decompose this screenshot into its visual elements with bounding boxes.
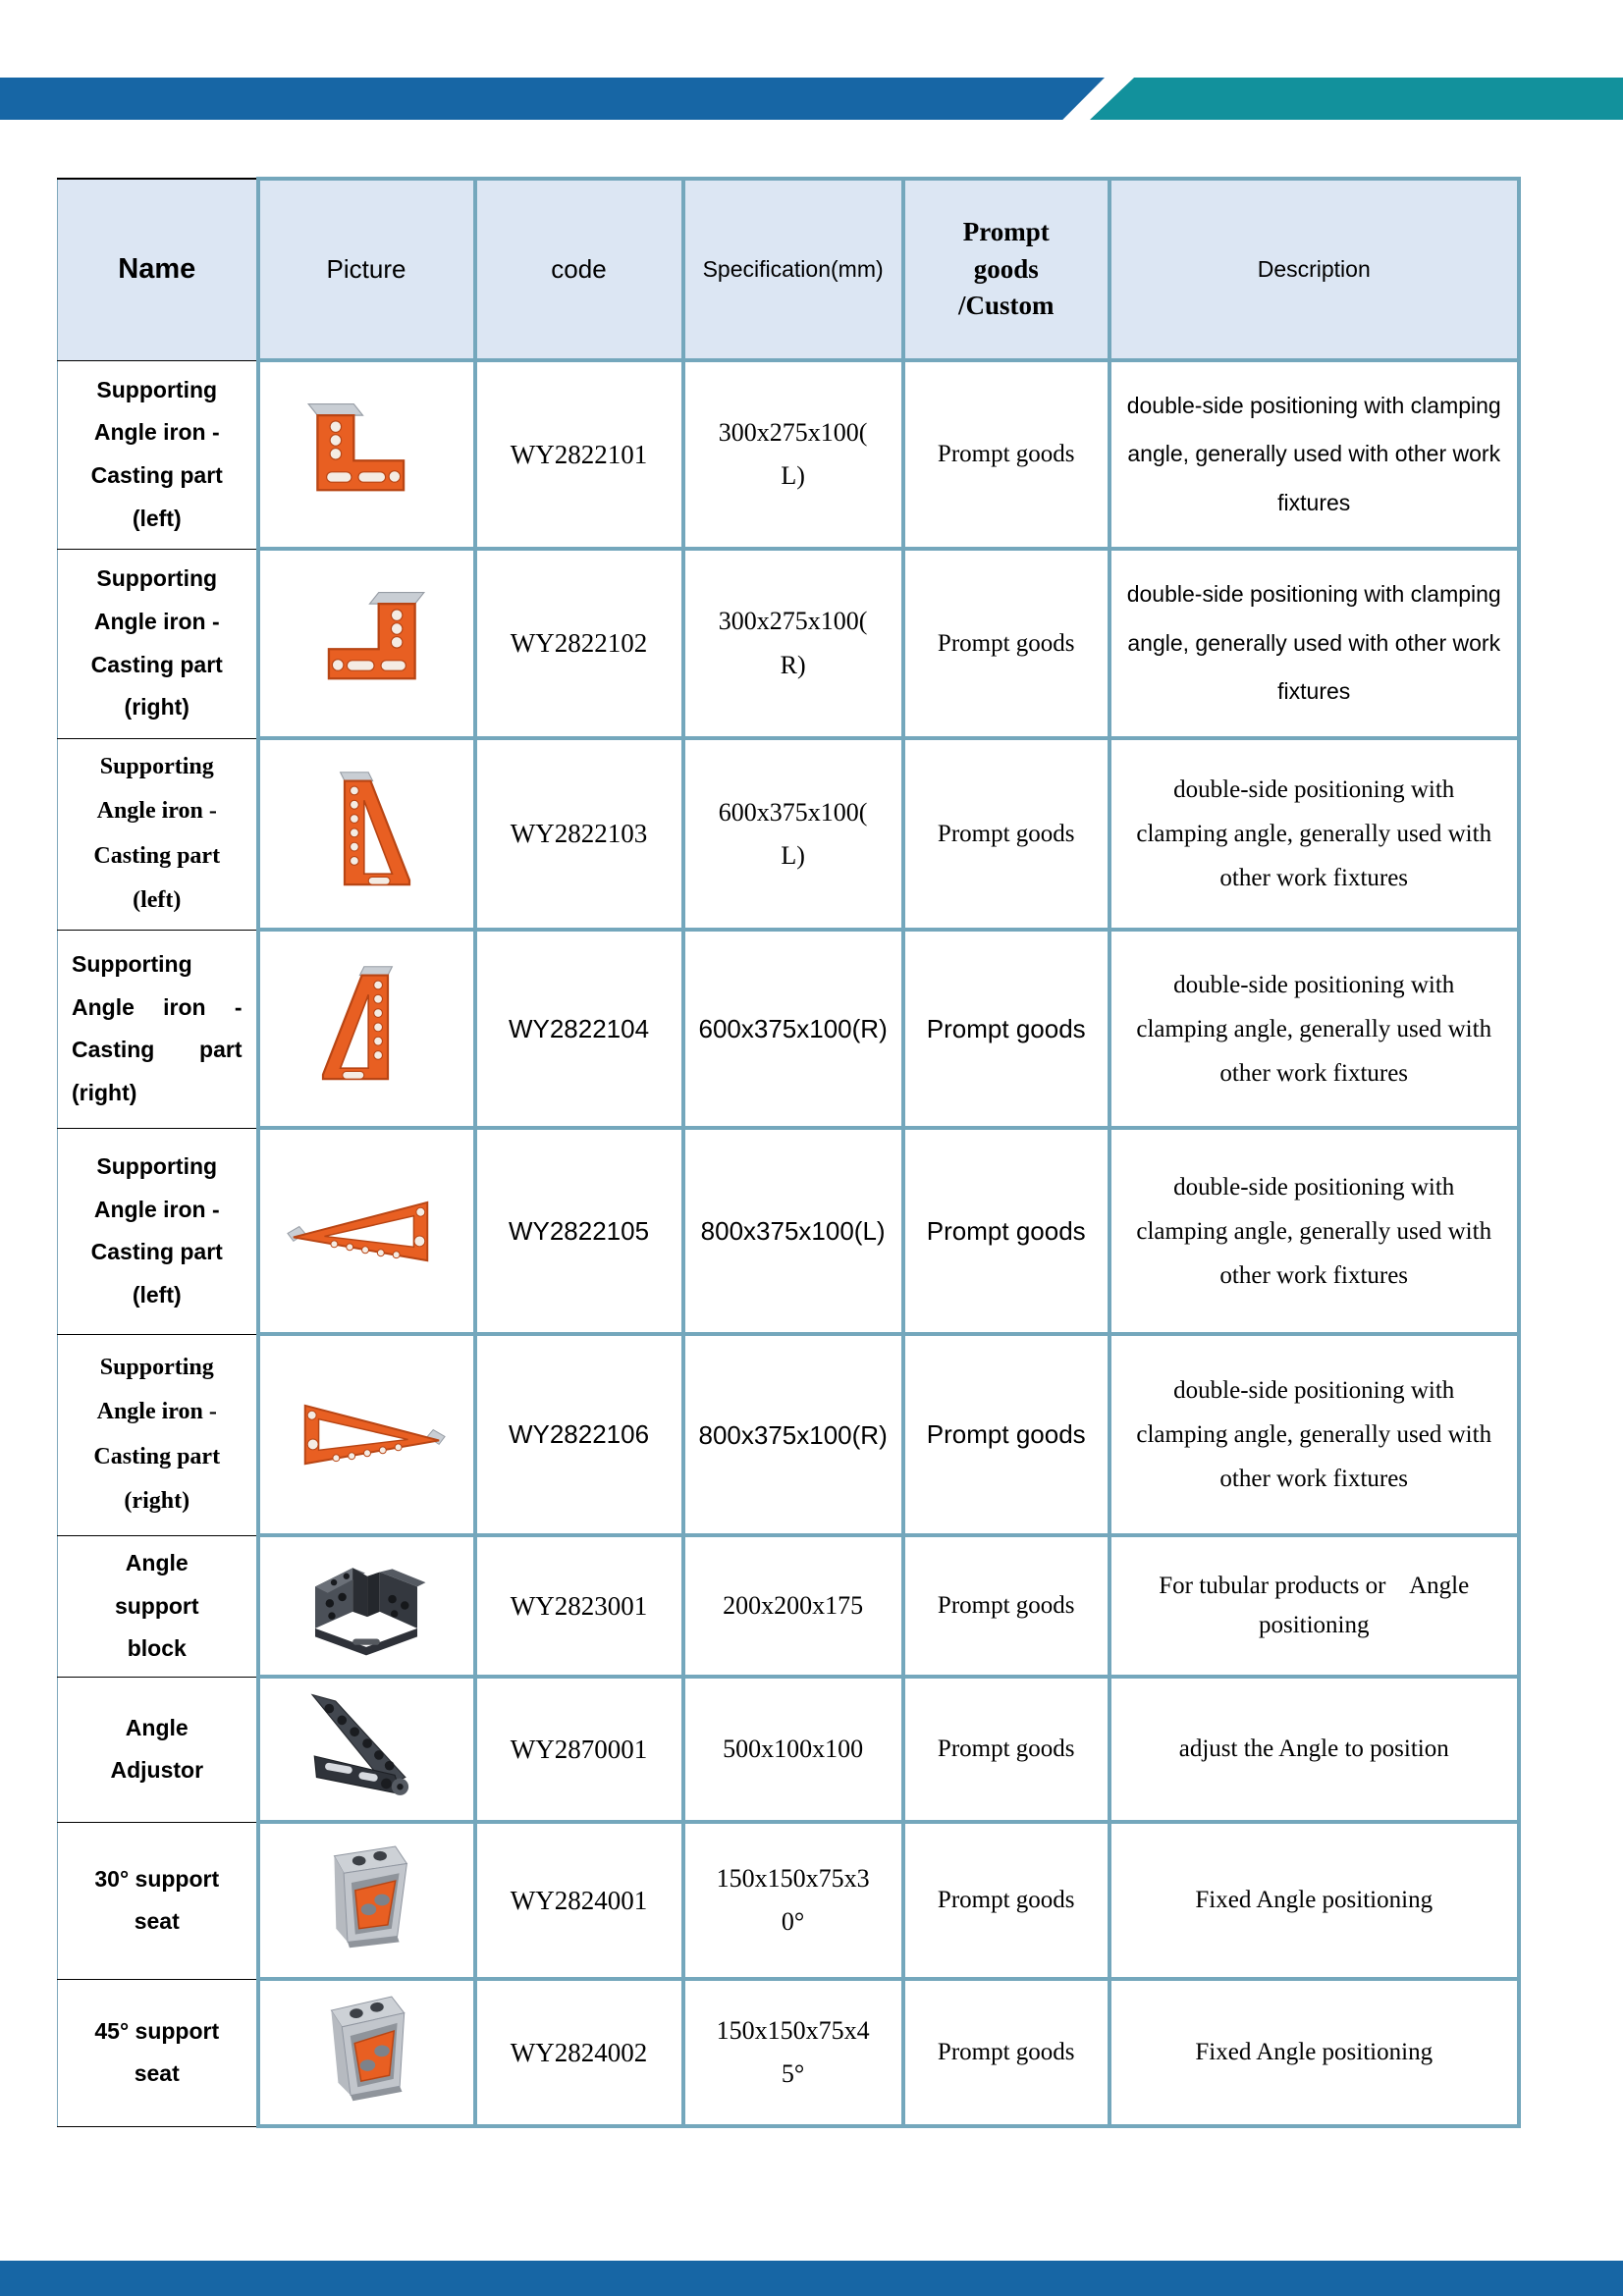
column-header-name: Name — [58, 179, 258, 360]
support-seat-45-image — [274, 1988, 460, 2117]
angle-adjustor-image — [274, 1688, 460, 1810]
product-code: WY2822102 — [475, 549, 683, 738]
supporting-angle-iron-left-800-image — [274, 1183, 460, 1280]
top-bar-blue — [0, 78, 1105, 120]
supporting-angle-iron-right-600-image — [274, 954, 460, 1103]
product-row — [58, 930, 1519, 1128]
column-header-prompt-custom: Prompt goods /Custom — [903, 179, 1109, 360]
product-description: double-side positioning with clamping angle, generally used with other work fixtures — [1109, 360, 1519, 549]
product-name: Supporting Angle iron - Casting part (left) — [58, 738, 258, 930]
availability: Prompt goods — [903, 360, 1109, 549]
product-code: WY2824001 — [475, 1822, 683, 1979]
availability: Prompt goods — [903, 1822, 1109, 1979]
availability: Prompt goods — [903, 1334, 1109, 1535]
product-name: Supporting Angle iron - Casting part (right) — [58, 549, 258, 738]
product-description: double-side positioning with clamping angle, generally used with other work fixtures — [1109, 930, 1519, 1128]
column-header-specification: Specification(mm) — [683, 179, 903, 360]
availability: Prompt goods — [903, 549, 1109, 738]
product-spec: 300x275x100( L) — [683, 360, 903, 549]
supporting-angle-iron-right-300-image — [274, 581, 460, 706]
product-name: Supporting Angle iron - Casting part (left) — [58, 1128, 258, 1334]
product-name: Supporting Angle iron - Casting part (left) — [58, 360, 258, 549]
product-name: Supporting Angle iron - Casting part (right) — [58, 1334, 258, 1535]
product-description: double-side positioning with clamping angle, generally used with other work fixtures — [1109, 738, 1519, 930]
column-header-picture: Picture — [258, 179, 475, 360]
product-description: adjust the Angle to position — [1109, 1677, 1519, 1822]
availability: Prompt goods — [903, 738, 1109, 930]
availability: Prompt goods — [903, 1677, 1109, 1822]
product-name: 45° support seat — [58, 1979, 258, 2126]
product-description: double-side positioning with clamping angle, generally used with other work fixtures — [1109, 1334, 1519, 1535]
product-spec: 500x100x100 — [683, 1677, 903, 1822]
product-name: 30° support seat — [58, 1822, 258, 1979]
product-description: double-side positioning with clamping angle, generally used with other work fixtures — [1109, 549, 1519, 738]
product-code: WY2824002 — [475, 1979, 683, 2126]
product-table — [57, 177, 1521, 2128]
header-row — [58, 179, 1519, 360]
product-name: Angle support block — [58, 1535, 258, 1677]
availability: Prompt goods — [903, 1535, 1109, 1677]
top-bar-teal — [1090, 78, 1623, 120]
availability: Prompt goods — [903, 1128, 1109, 1334]
product-spec: 600x375x100( L) — [683, 738, 903, 930]
product-description: double-side positioning with clamping angle, generally used with other work fixtures — [1109, 1128, 1519, 1334]
supporting-angle-iron-left-600-image — [274, 760, 460, 909]
column-header-code: code — [475, 179, 683, 360]
product-description: Fixed Angle positioning — [1109, 1979, 1519, 2126]
product-code: WY2822104 — [475, 930, 683, 1128]
product-description: For tubular products or Angle positioning — [1109, 1535, 1519, 1677]
bottom-bar — [0, 2261, 1623, 2296]
product-row — [58, 1334, 1519, 1535]
product-code: WY2823001 — [475, 1535, 683, 1677]
product-name: Supporting Angle iron - Casting part (right) — [58, 930, 258, 1128]
product-row — [58, 1128, 1519, 1334]
product-name: Angle Adjustor — [58, 1677, 258, 1822]
supporting-angle-iron-right-800-image — [274, 1386, 460, 1483]
product-row — [58, 738, 1519, 930]
availability: Prompt goods — [903, 930, 1109, 1128]
product-code: WY2870001 — [475, 1677, 683, 1822]
product-row — [58, 1535, 1519, 1677]
product-code: WY2822101 — [475, 360, 683, 549]
product-spec: 200x200x175 — [683, 1535, 903, 1677]
product-description: Fixed Angle positioning — [1109, 1822, 1519, 1979]
product-row — [58, 1822, 1519, 1979]
product-row — [58, 360, 1519, 549]
product-spec: 800x375x100(L) — [683, 1128, 903, 1334]
product-spec: 600x375x100(R) — [683, 930, 903, 1128]
product-code: WY2822106 — [475, 1334, 683, 1535]
product-code: WY2822103 — [475, 738, 683, 930]
supporting-angle-iron-left-300-image — [274, 393, 460, 517]
angle-support-block-image — [274, 1551, 460, 1661]
product-spec: 800x375x100(R) — [683, 1334, 903, 1535]
product-spec: 150x150x75x3 0° — [683, 1822, 903, 1979]
product-spec: 300x275x100( R) — [683, 549, 903, 738]
availability: Prompt goods — [903, 1979, 1109, 2126]
product-row — [58, 1677, 1519, 1822]
product-row — [58, 549, 1519, 738]
product-code: WY2822105 — [475, 1128, 683, 1334]
support-seat-30-image — [274, 1836, 460, 1965]
product-spec: 150x150x75x4 5° — [683, 1979, 903, 2126]
column-header-description: Description — [1109, 179, 1519, 360]
product-row — [58, 1979, 1519, 2126]
